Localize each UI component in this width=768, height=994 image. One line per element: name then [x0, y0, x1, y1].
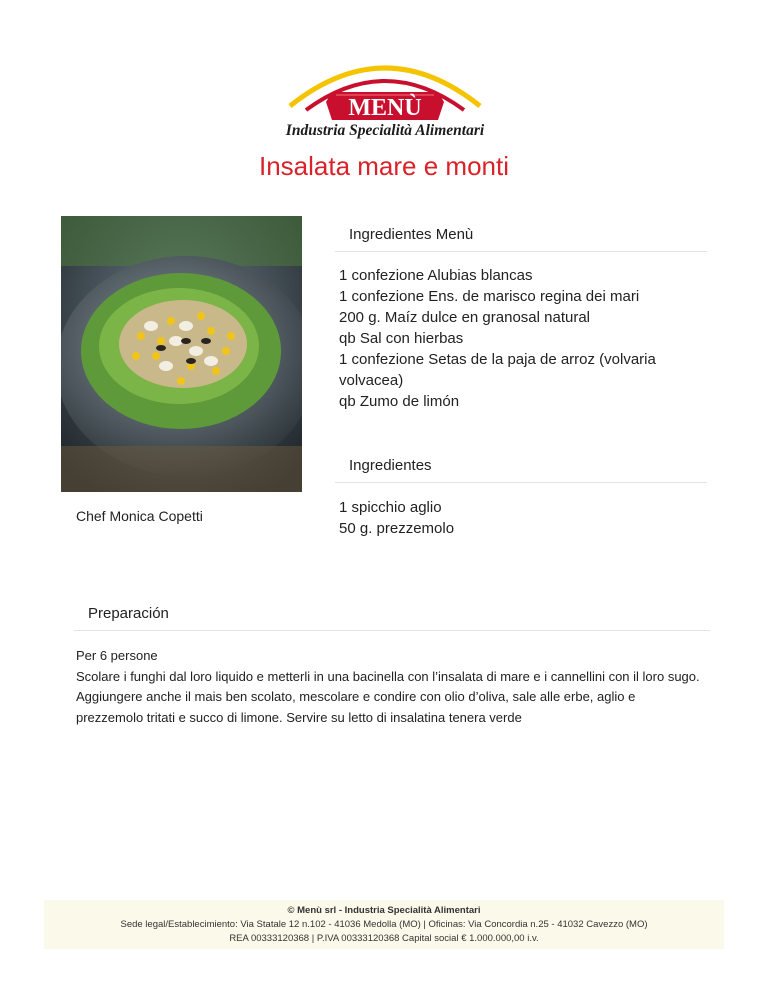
chef-name: Chef Monica Copetti: [76, 508, 203, 524]
footer-copyright: © Menù srl - Industria Specialità Alimentari: [287, 905, 481, 916]
logo-tagline: Industria Specialità Alimentari: [285, 122, 485, 139]
menu-ingredients-heading: Ingredientes Menù: [335, 226, 707, 252]
logo-brand-text: MENÙ: [348, 95, 422, 121]
ingredients-list: [339, 497, 699, 539]
preparation-heading: Preparación: [74, 605, 710, 631]
list-item: qb Zumo de limón: [339, 393, 460, 410]
list-item: 50 g. prezzemolo: [339, 520, 455, 537]
list-item: 1 confezione Ens. de marisco regina dei mari: [339, 288, 640, 305]
list-item: 200 g. Maíz dulce en granosal natural: [339, 309, 590, 326]
preparation-servings: Per 6 persone: [76, 648, 158, 663]
ingredients-heading: Ingredientes: [335, 457, 707, 483]
list-item: qb Sal con hierbas: [339, 330, 464, 347]
menu-ingredients-list: [339, 265, 699, 412]
list-item: 1 spicchio aglio: [339, 499, 442, 516]
list-item: 1 confezione Setas de la paja de arroz (volvaria volvacea): [339, 351, 656, 389]
list-item: 1 confezione Alubias blancas: [339, 267, 533, 284]
dish-photo: [61, 216, 302, 492]
logo-emblem: [260, 40, 510, 124]
preparation-body: [76, 646, 706, 728]
footer-address: Sede legal/Establecimiento: Via Statale 12 n.102 - 41036 Medolla (MO) | Oficinas: Via Concordia n.25 - 41032 Cavezzo (MO): [120, 919, 648, 930]
page-title: Insalata mare e monti: [258, 151, 509, 181]
page-footer: [44, 900, 724, 949]
footer-registration: REA 00333120368 | P.IVA 00333120368 Capital social € 1.000.000,00 i.v.: [229, 933, 539, 944]
brand-logo: [260, 40, 510, 150]
preparation-text: Scolare i funghi dal loro liquido e metterli in una bacinella con l’insalata di mare e i cannellini con il loro sugo. Aggiungere anche il mais ben scolato, mescolare e condire con olio d’oliva, sale alle erbe, aglio e prezzemolo tritati e succo di limone. Servire su letto di insalatina tenera verde: [76, 668, 700, 725]
